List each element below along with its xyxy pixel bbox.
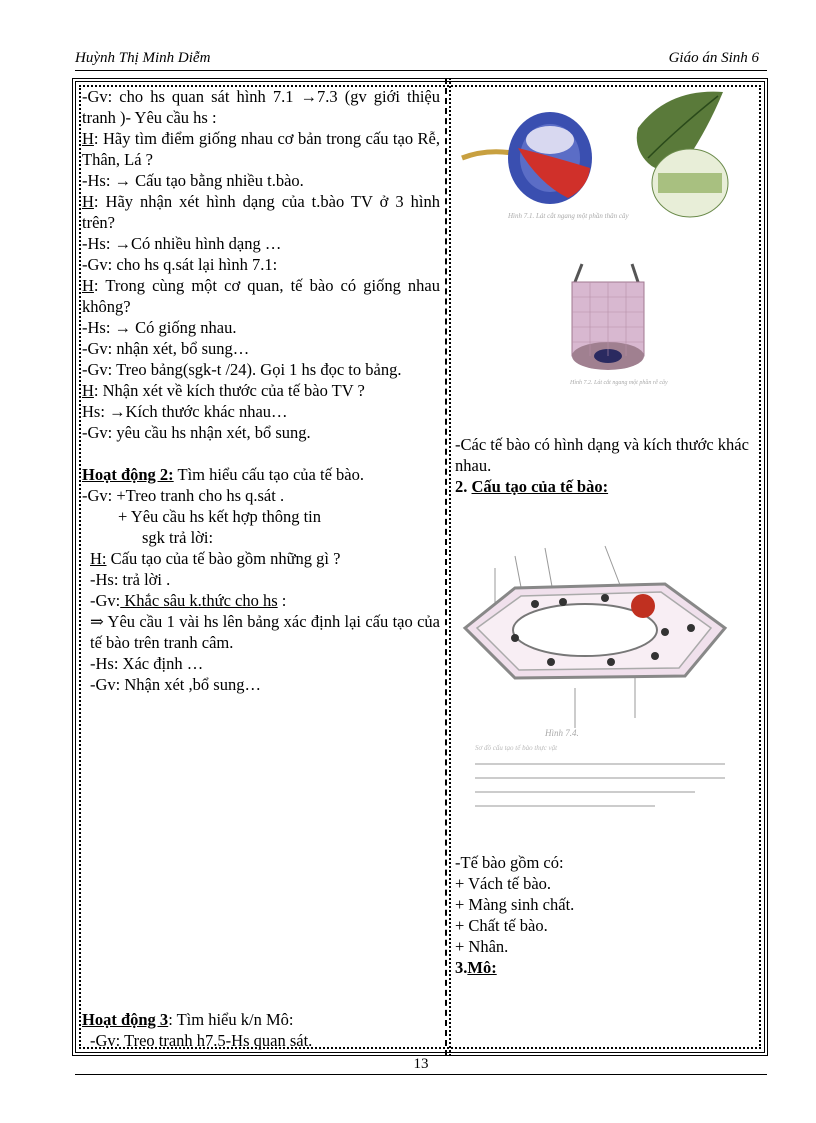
text-line: Hs: →Kích thước khác nhau…: [82, 402, 288, 421]
text-line: -Hs: → Cấu tạo bằng nhiều t.bào.: [82, 171, 304, 190]
text-line: -Gv: Treo tranh h7.5-Hs quan sát.: [90, 1031, 313, 1050]
svg-text:Hình 7.1. Lát cắt ngang một ph: Hình 7.1. Lát cắt ngang một phần thân cây: [508, 212, 629, 220]
page-header: [75, 48, 767, 71]
text-line: -Gv: cho hs quan sát hình 7.1 →7.3 (gv giới thiệu tranh )- Yêu cầu hs :: [82, 87, 440, 127]
section3-heading: 3.Mô:: [455, 958, 497, 977]
right-conclusion: [455, 434, 760, 497]
cell-part-item: + Vách tế bào.: [455, 874, 552, 893]
figure-7-4-cell-diagram: [455, 528, 755, 828]
section2-heading: 2. Cấu tạo của tế bào:: [455, 477, 609, 496]
text-line: + Yêu cầu hs kết hợp thông tin: [118, 507, 322, 526]
page-number: 13: [413, 1056, 429, 1072]
text-line: sgk trả lời:: [142, 528, 214, 547]
cell-parts-intro: -Tế bào gồm có:: [455, 853, 564, 872]
question-line: H: Trong cùng một cơ quan, tế bào có giống nhau không?: [82, 276, 440, 316]
text-line: -Gv: Khắc sâu k.thức cho hs :: [90, 591, 287, 610]
column-divider: [445, 78, 451, 1056]
author-name: Huỳnh Thị Minh Diễm: [75, 50, 211, 66]
question-line: H: Nhận xét về kích thước của tế bào TV ?: [82, 381, 365, 400]
text-line: -Hs: trả lời .: [90, 570, 171, 589]
question-line: H: Hãy nhận xét hình dạng của t.bào TV ở 3 hình trên?: [82, 192, 440, 232]
text-line: -Gv: +Treo tranh cho hs q.sát .: [82, 486, 285, 505]
text-line: -Gv: Treo bảng(sgk-t /24). Gọi 1 hs đọc to bảng.: [82, 360, 402, 379]
figure-7-1-illustration: [458, 88, 758, 223]
cell-parts-block: [455, 852, 760, 978]
text-line: -Hs: → Có giống nhau.: [82, 318, 237, 337]
subject-title: Giáo án Sinh 6: [668, 50, 759, 66]
text-line: -Gv: yêu cầu hs nhận xét, bổ sung.: [82, 423, 311, 442]
cell-part-item: + Màng sinh chất.: [455, 895, 575, 914]
figure-7-2-illustration: [560, 262, 735, 390]
text-line: -Gv: Nhận xét ,bổ sung…: [90, 675, 261, 694]
activity3-block: [82, 1009, 440, 1051]
fig-7-4-caption: Sơ đồ cấu tạo tế bào thực vật: [475, 744, 558, 752]
text-line: -Gv: cho hs q.sát lại hình 7.1:: [82, 255, 278, 274]
cell-part-item: + Nhân.: [455, 937, 509, 956]
text-line: -Gv: nhận xét, bổ sung…: [82, 339, 250, 358]
question-line: H: Cấu tạo của tế bào gồm những gì ?: [90, 549, 341, 568]
question-line: H: Hãy tìm điểm giống nhau cơ bản trong cấu tạo Rễ, Thân, Lá ?: [82, 129, 440, 169]
fig-7-4-title: Hình 7.4.: [545, 728, 579, 738]
activity3-heading: Hoạt động 3: Tìm hiểu k/n Mô:: [82, 1010, 294, 1029]
conclusion-text: -Các tế bào có hình dạng và kích thước khác nhau.: [455, 435, 749, 475]
cell-part-item: + Chất tế bào.: [455, 916, 548, 935]
text-line: -Hs: Xác định …: [90, 654, 204, 673]
activity2-heading: Hoạt động 2: Tìm hiểu cấu tạo của tế bào.: [82, 465, 364, 484]
text-line: -Hs: →Có nhiều hình dạng …: [82, 234, 282, 253]
text-line: ⇒ Yêu cầu 1 vài hs lên bảng xác định lại cấu tạo của tế bào trên tranh câm.: [90, 612, 440, 652]
svg-text:Hình 7.2. Lát cắt ngang một ph: Hình 7.2. Lát cắt ngang một phần rễ cây: [570, 380, 668, 386]
left-column: [82, 86, 440, 695]
footer-rule: [75, 1074, 767, 1075]
